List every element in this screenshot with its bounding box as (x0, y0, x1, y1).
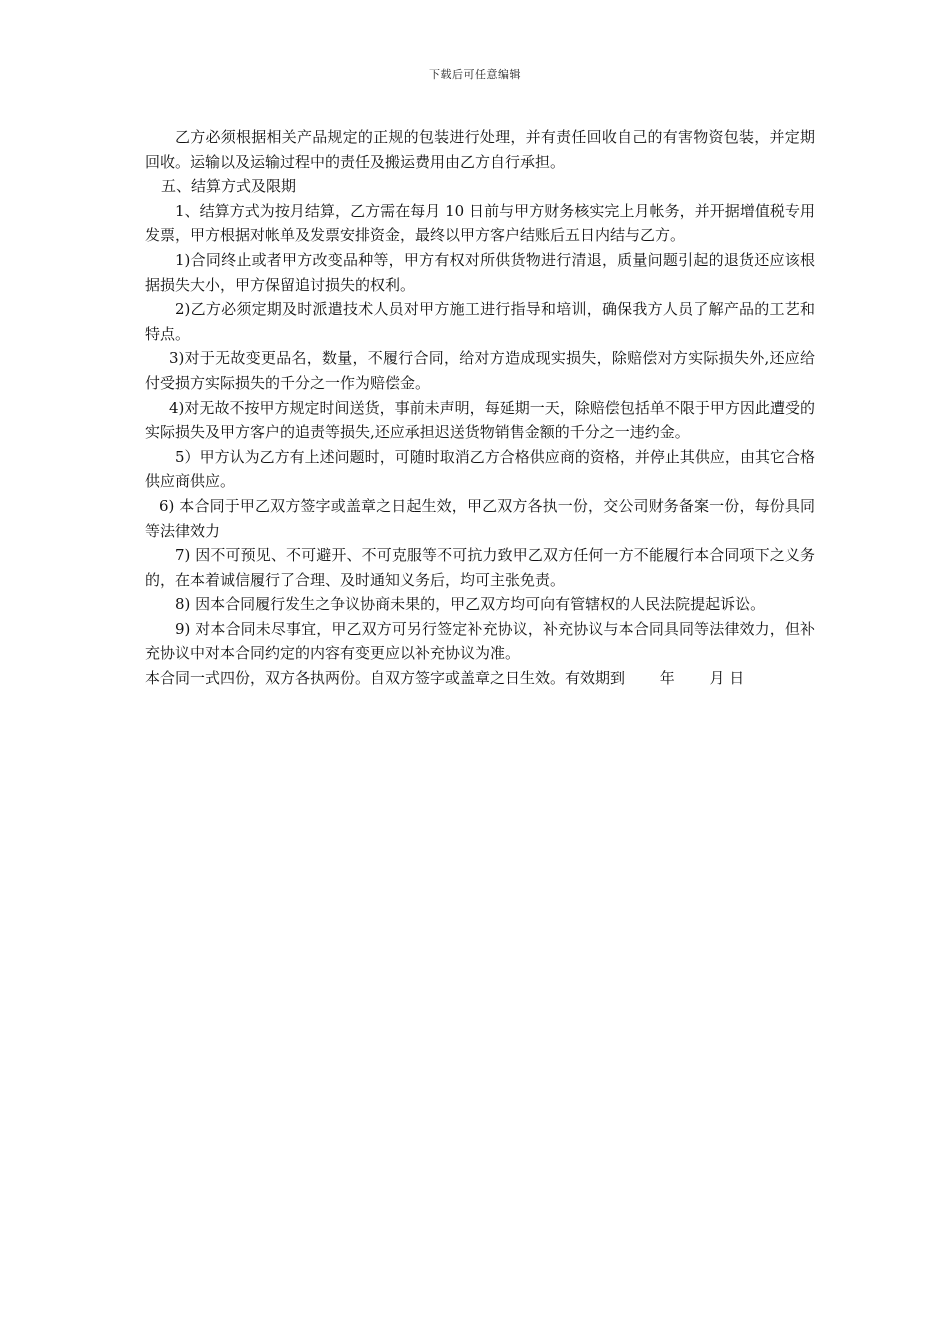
clause-6: 6) 本合同于甲乙双方签字或盖章之日起生效，甲乙双方各执一份，交公司财务备案一份，每份具同等法律效力 (145, 496, 815, 540)
clause-7: 7) 因不可预见、不可避开、不可克服等不可抗力致甲乙双方任何一方不能履行本合同项下之义务的，在本着诚信履行了合理、及时通知义务后，均可主张免责。 (145, 546, 815, 589)
clause-1: 1)合同终止或者甲方改变品种等，甲方有权对所供货物进行清退，质量问题引起的退货还应该根据损失大小，甲方保留追讨损失的权利。 (145, 250, 815, 294)
paragraph-packaging: 乙方必须根据相关产品规定的正规的包装进行处理，并有责任回收自己的有害物资包装，并定期回收。运输以及运输过程中的责任及搬运费用由乙方自行承担。 (145, 128, 815, 171)
section-heading-settlement: 五、结算方式及限期 (161, 177, 297, 196)
document-body (145, 125, 815, 691)
clause-9: 9) 对本合同未尽事宜，甲乙双方可另行签定补充协议，补充协议与本合同具同等法律效力，但补充协议中对本合同约定的内容有变更应以补充协议为准。 (145, 619, 815, 663)
page-header: 下载后可任意编辑 (429, 68, 521, 81)
paragraph-settlement-method: 1、结算方式为按月结算，乙方需在每月 10 日前与甲方财务核实完上月帐务，并开据增值税专用发票，甲方根据对帐单及发票安排资金，最终以甲方客户结账后五日内结与乙方。 (145, 201, 815, 245)
clause-5: 5）甲方认为乙方有上述问题时，可随时取消乙方合格供应商的资格，并停止其供应，由其它合格供应商供应。 (145, 447, 815, 491)
clause-8: 8) 因本合同履行发生之争议协商未果的，甲乙双方均可向有管辖权的人民法院提起诉讼。 (175, 595, 766, 614)
clause-3: 3)对于无故变更品名，数量，不履行合同，给对方造成现实损失，除赔偿对方实际损失外,还应给付受损方实际损失的千分之一作为赔偿金。 (145, 349, 815, 392)
paragraph-validity: 本合同一式四份，双方各执两份。自双方签字或盖章之日生效。有效期到 年 月 日 (145, 669, 745, 688)
clause-2: 2)乙方必须定期及时派遣技术人员对甲方施工进行指导和培训，确保我方人员了解产品的工艺和特点。 (145, 300, 815, 343)
clause-4: 4)对无故不按甲方规定时间送货，事前未声明，每延期一天，除赔偿包括单不限于甲方因此遭受的实际损失及甲方客户的追责等损失,还应承担迟送货物销售金额的千分之一违约金。 (145, 398, 815, 442)
